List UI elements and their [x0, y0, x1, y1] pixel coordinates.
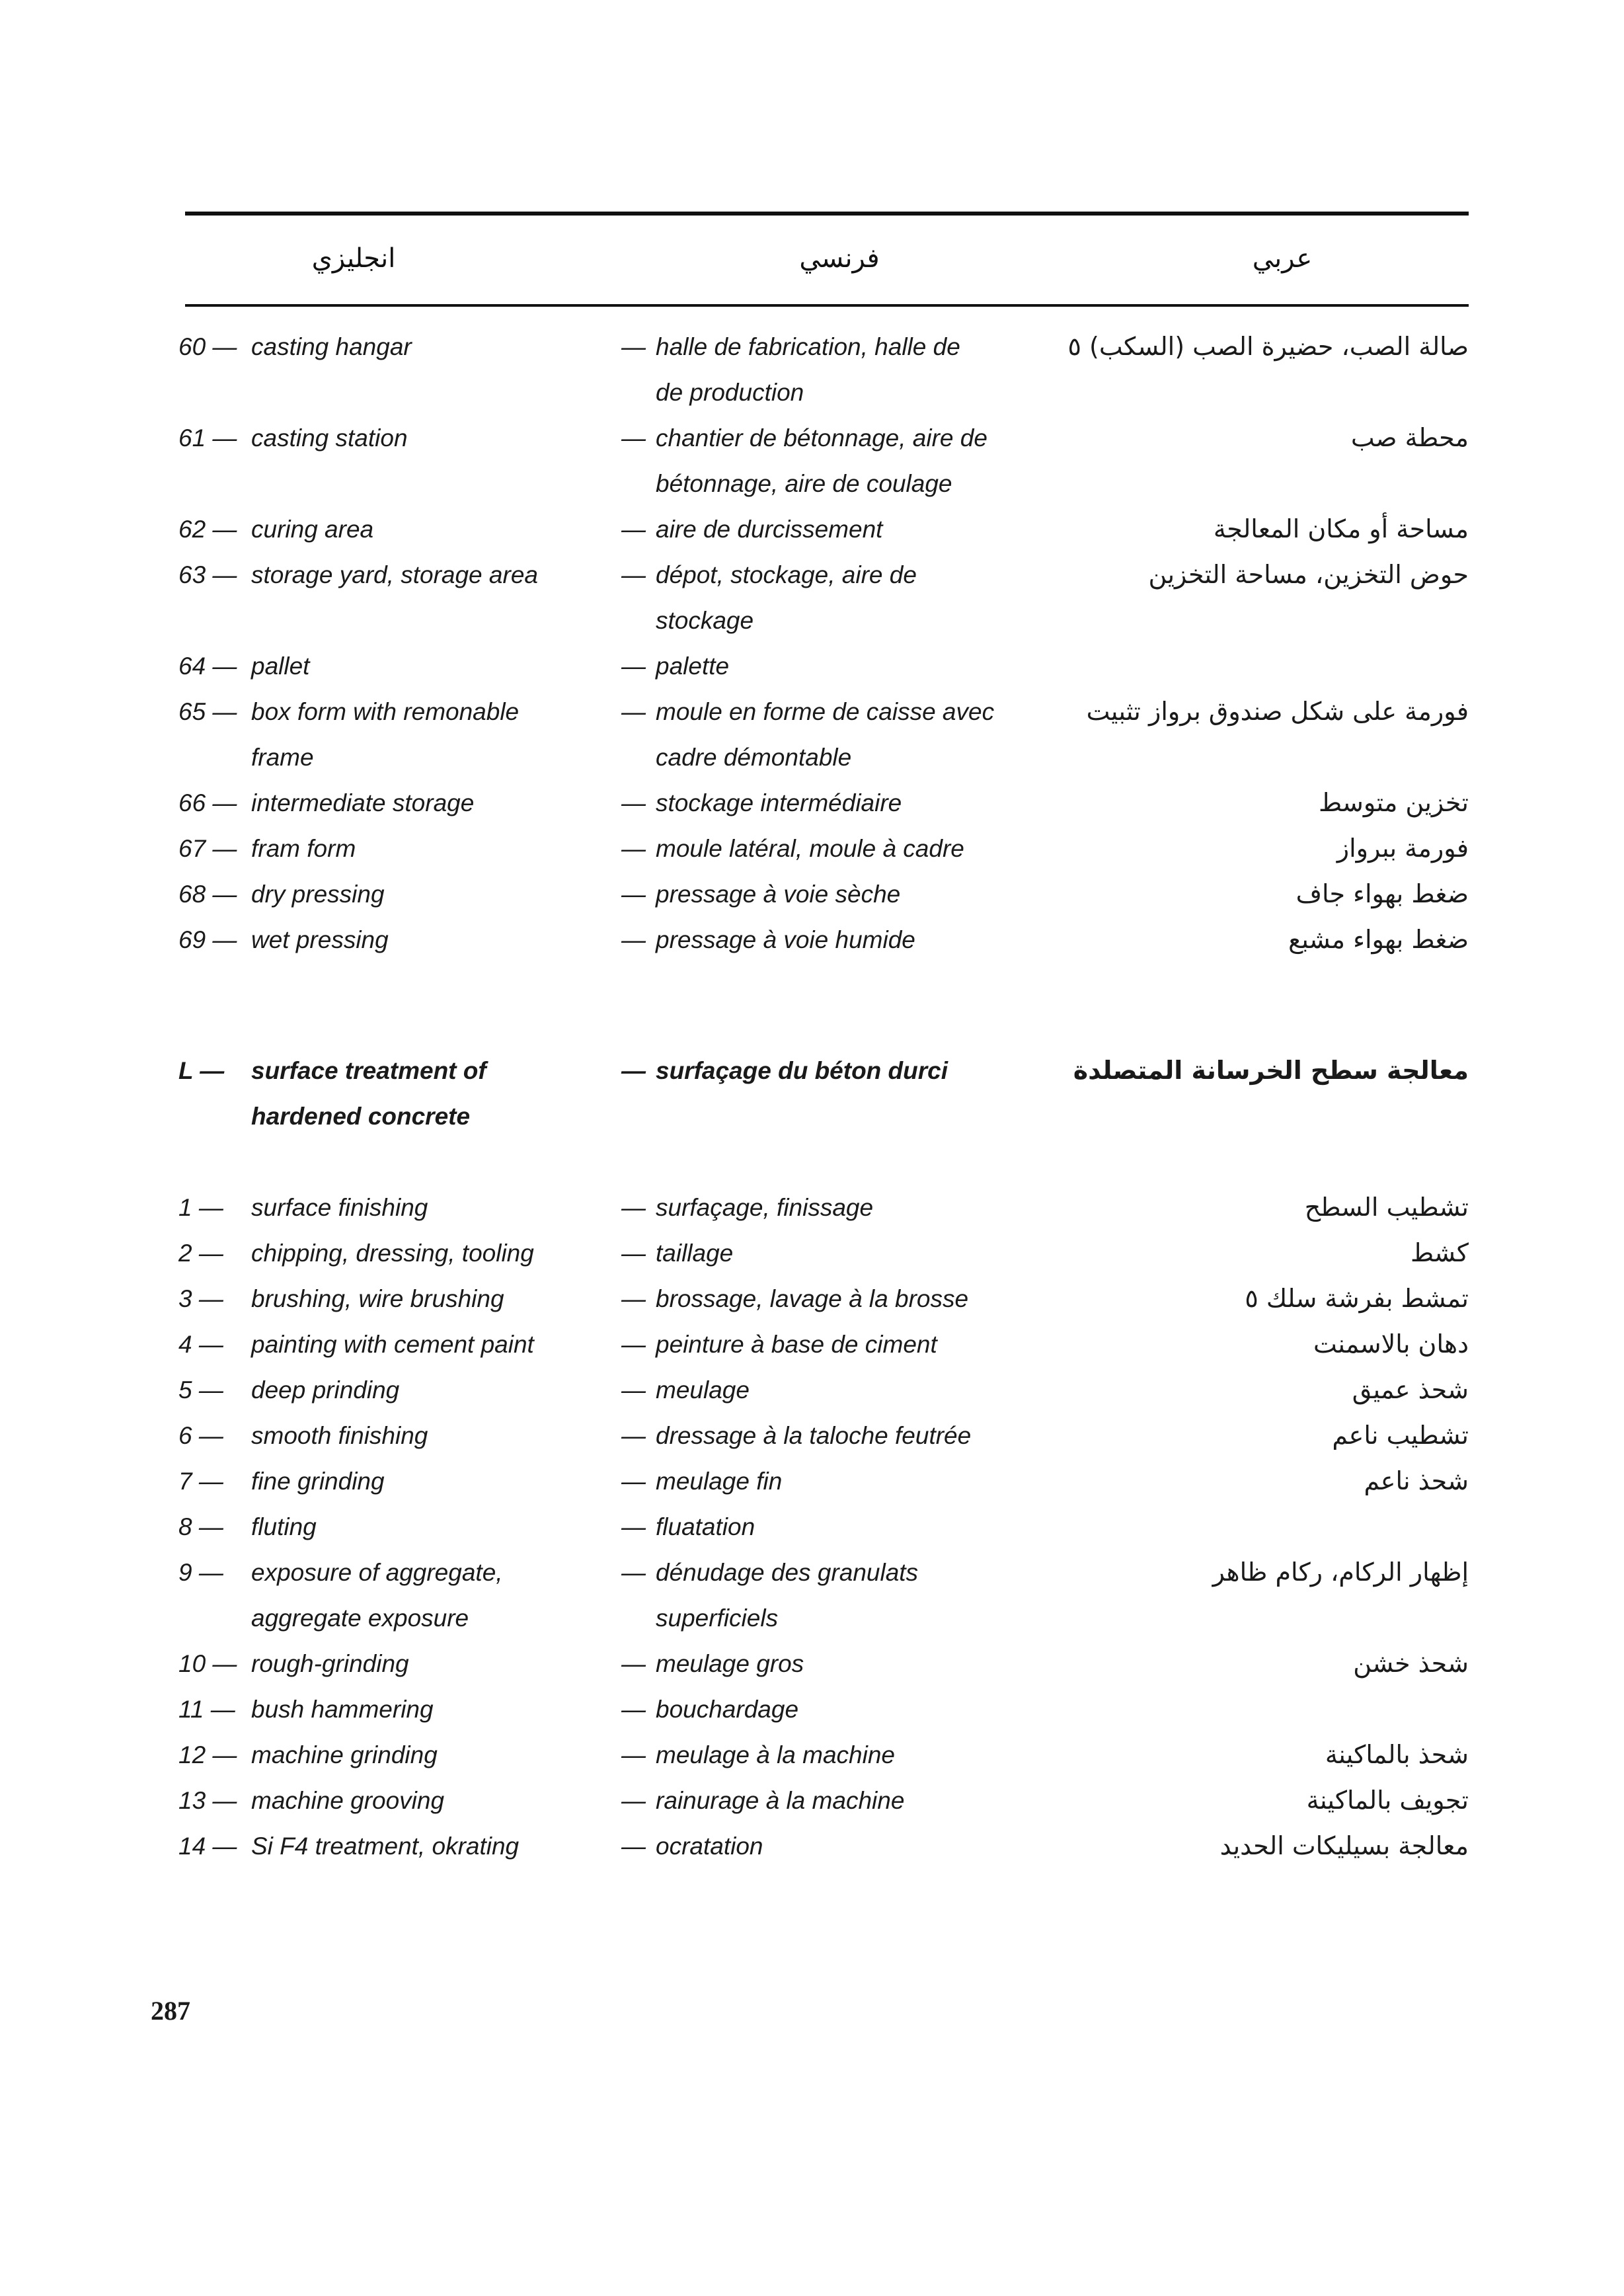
entry-french-text: peinture à base de ciment	[656, 1331, 937, 1358]
entry-french-text: pressage à voie humide	[656, 926, 915, 953]
entry-french-text: fluatation	[656, 1513, 755, 1540]
entry-english-text: pallet	[251, 653, 310, 680]
entry-english-text: curing area	[251, 516, 374, 543]
entry-french-text: bétonnage, aire de coulage	[656, 470, 952, 497]
entry-english-text: Si F4 treatment, okrating	[251, 1833, 520, 1860]
entry-arabic: ضغط بهواء مشبع	[1288, 925, 1469, 954]
entry-french-text: rainurage à la machine	[656, 1787, 905, 1814]
entry-dash: —	[621, 926, 646, 953]
entry-dash: —	[621, 424, 646, 452]
entry-dash: —	[621, 1787, 646, 1814]
entry-english-text: frame	[251, 744, 314, 771]
entry-number: 63 —	[178, 561, 237, 588]
entry-number: 5 —	[178, 1376, 223, 1404]
entry-arabic: حوض التخزين، مساحة التخزين	[1148, 560, 1469, 589]
entry-french	[621, 643, 1097, 689]
entry-dash: —	[621, 1559, 646, 1586]
entry-dash: —	[621, 333, 646, 360]
entry-english	[178, 1823, 615, 1869]
entry-dash: —	[621, 698, 646, 725]
entry-french-text: aire de durcissement	[656, 516, 883, 543]
entry-number: 11 —	[178, 1696, 235, 1723]
entry-dash: —	[621, 1285, 646, 1312]
entry-dash: —	[621, 1422, 646, 1449]
header-rule	[185, 304, 1469, 307]
entry-french-text: moule latéral, moule à cadre	[656, 835, 964, 862]
entry-english	[178, 415, 615, 461]
entry-french-text: de production	[656, 379, 804, 406]
entry-english-text: fluting	[251, 1513, 317, 1540]
entry-arabic: محطة صب	[1350, 423, 1469, 452]
entry-english	[178, 1504, 615, 1550]
entry-french	[621, 1185, 1097, 1230]
entry-french	[621, 1686, 1097, 1732]
entry-dash: —	[621, 653, 646, 680]
entry-french-text: ocratation	[656, 1833, 763, 1860]
entry-french	[621, 780, 1097, 826]
entry-number: 8 —	[178, 1513, 223, 1540]
entry-french	[621, 1550, 1097, 1641]
section-en-line-1: surface treatment of	[251, 1057, 486, 1084]
entry-dash: —	[621, 516, 646, 543]
entry-english	[178, 1550, 615, 1641]
entry-english	[178, 1276, 615, 1322]
entry-number: 3 —	[178, 1285, 223, 1312]
entry-english	[178, 552, 615, 598]
entry-french-text: surfaçage, finissage	[656, 1194, 874, 1221]
entry-dash: —	[621, 1833, 646, 1860]
entry-number: 66 —	[178, 789, 237, 816]
entry-dash: —	[621, 561, 646, 588]
entry-arabic: تمشط بفرشة سلك ٥	[1245, 1284, 1469, 1313]
entry-english-text: casting station	[251, 424, 408, 452]
entry-number: 60 —	[178, 333, 237, 360]
entry-english	[178, 1686, 615, 1732]
entry-arabic: صالة الصب، حضيرة الصب (السكب) ٥	[1067, 332, 1469, 361]
entry-arabic: شحذ خشن	[1353, 1649, 1469, 1678]
entry-english-text: rough-grinding	[251, 1650, 409, 1677]
entry-english	[178, 1732, 615, 1778]
section-arabic: معالجة سطح الخرسانة المتصلدة	[1073, 1056, 1469, 1085]
entry-number: 1 —	[178, 1194, 223, 1221]
entry-french	[621, 1276, 1097, 1322]
entry-french	[621, 415, 1097, 506]
entry-dash: —	[621, 1513, 646, 1540]
entry-number: 9 —	[178, 1559, 223, 1586]
top-rule	[185, 212, 1469, 216]
entry-number: 64 —	[178, 653, 237, 680]
entry-english-text: machine grinding	[251, 1741, 438, 1768]
entry-french-text: meulage gros	[656, 1650, 804, 1677]
entry-number: 2 —	[178, 1240, 223, 1267]
entry-english	[178, 1367, 615, 1413]
entry-french-text: taillage	[656, 1240, 734, 1267]
entry-arabic: تخزين متوسط	[1318, 788, 1469, 817]
entry-english-text: fine grinding	[251, 1468, 385, 1495]
entry-arabic: كشط	[1410, 1238, 1469, 1267]
entry-french	[621, 1778, 1097, 1823]
entry-english-text: surface finishing	[251, 1194, 428, 1221]
entry-french-text: bouchardage	[656, 1696, 799, 1723]
entry-dash: —	[621, 789, 646, 816]
entry-english-text: box form with remonable	[251, 698, 520, 725]
entry-number: 12 —	[178, 1741, 237, 1768]
entry-number: 6 —	[178, 1422, 223, 1449]
entry-english	[178, 1322, 615, 1367]
entry-french-text: dépot, stockage, aire de	[656, 561, 917, 588]
entry-french-text: superficiels	[656, 1604, 779, 1632]
section-english	[178, 1048, 615, 1139]
entry-french-text: meulage	[656, 1376, 750, 1404]
entry-number: 65 —	[178, 698, 237, 725]
entry-number: 4 —	[178, 1331, 223, 1358]
entry-dash: —	[621, 1240, 646, 1267]
entry-french	[621, 689, 1097, 780]
entry-arabic: فورمة ببرواز	[1336, 834, 1469, 863]
header-arabic: عربي	[1252, 243, 1313, 274]
entry-french	[621, 826, 1097, 871]
entry-french-text: stockage intermédiaire	[656, 789, 902, 816]
entry-french	[621, 1413, 1097, 1458]
entry-english	[178, 1230, 615, 1276]
entry-number: 61 —	[178, 424, 237, 452]
entry-english-text: storage yard, storage area	[251, 561, 538, 588]
entry-dash: —	[621, 1741, 646, 1768]
entry-english	[178, 324, 615, 370]
entry-french	[621, 1322, 1097, 1367]
entry-arabic: معالجة بسيليكات الحديد	[1219, 1831, 1469, 1860]
entry-number: 62 —	[178, 516, 237, 543]
entry-dash: —	[621, 1331, 646, 1358]
entry-english-text: casting hangar	[251, 333, 412, 360]
entry-french	[621, 1504, 1097, 1550]
entry-number: 68 —	[178, 881, 237, 908]
entry-french-text: dénudage des granulats	[656, 1559, 919, 1586]
entry-french-text: cadre démontable	[656, 744, 852, 771]
header-english: انجليزي	[311, 243, 396, 274]
entry-arabic: مساحة أو مكان المعالجة	[1213, 514, 1469, 543]
entry-number: 69 —	[178, 926, 237, 953]
entry-dash: —	[621, 881, 646, 908]
entry-arabic: شحذ ناعم	[1364, 1466, 1469, 1495]
entry-arabic: فورمة على شكل صندوق برواز تثبيت	[1086, 697, 1469, 726]
entry-french-text: chantier de bétonnage, aire de	[656, 424, 987, 452]
entry-english	[178, 826, 615, 871]
entry-french-text: stockage	[656, 607, 754, 634]
entry-arabic: دهان بالاسمنت	[1313, 1329, 1469, 1359]
entry-number: 10 —	[178, 1650, 237, 1677]
entry-english-text: chipping, dressing, tooling	[251, 1240, 534, 1267]
entry-french-text: palette	[656, 653, 730, 680]
entry-english	[178, 1185, 615, 1230]
entry-dash: —	[621, 1376, 646, 1404]
entry-arabic: تشطيب ناعم	[1332, 1421, 1469, 1450]
entry-english	[178, 1641, 615, 1686]
entry-english-text: exposure of aggregate,	[251, 1559, 503, 1586]
entry-french	[621, 917, 1097, 963]
entry-english-text: intermediate storage	[251, 789, 475, 816]
page-number: 287	[151, 1996, 190, 2026]
entry-french	[621, 552, 1097, 643]
entry-english-text: aggregate exposure	[251, 1604, 469, 1632]
entry-dash: —	[621, 1696, 646, 1723]
entry-english-text: bush hammering	[251, 1696, 434, 1723]
entry-french	[621, 1823, 1097, 1869]
entry-french	[621, 1458, 1097, 1504]
entry-dash: —	[621, 1650, 646, 1677]
entry-arabic: تشطيب السطح	[1304, 1193, 1469, 1222]
entry-english-text: brushing, wire brushing	[251, 1285, 504, 1312]
entry-english	[178, 689, 615, 780]
entry-number: 14 —	[178, 1833, 237, 1860]
entry-english	[178, 1458, 615, 1504]
entry-french-text: meulage fin	[656, 1468, 783, 1495]
entry-english-text: deep prinding	[251, 1376, 400, 1404]
entry-english	[178, 643, 615, 689]
entry-english	[178, 1778, 615, 1823]
section-french: — surfaçage du béton durci	[621, 1048, 1097, 1093]
entry-french-text: dressage à la taloche feutrée	[656, 1422, 972, 1449]
entry-english	[178, 871, 615, 917]
entry-arabic: شحذ عميق	[1352, 1375, 1469, 1404]
entry-number: 13 —	[178, 1787, 237, 1814]
section-en-line-2: hardened concrete	[251, 1103, 471, 1130]
entry-english	[178, 1413, 615, 1458]
entry-dash: —	[621, 1194, 646, 1221]
entry-french	[621, 1230, 1097, 1276]
section-number: L —	[178, 1057, 225, 1084]
entry-english	[178, 917, 615, 963]
entry-arabic: تجويف بالماكينة	[1306, 1786, 1469, 1815]
entry-arabic: إظهار الركام، ركام ظاهر	[1212, 1558, 1469, 1587]
entry-arabic: ضغط بهواء جاف	[1295, 879, 1469, 908]
section-fr-text: surfaçage du béton durci	[656, 1057, 948, 1084]
entry-english-text: machine grooving	[251, 1787, 445, 1814]
entry-english-text: painting with cement paint	[251, 1331, 534, 1358]
entry-english-text: smooth finishing	[251, 1422, 428, 1449]
entry-number: 67 —	[178, 835, 237, 862]
entry-french-text: meulage à la machine	[656, 1741, 895, 1768]
entry-french	[621, 1732, 1097, 1778]
entry-french-text: moule en forme de caisse avec	[656, 698, 995, 725]
entry-french-text: brossage, lavage à la brosse	[656, 1285, 969, 1312]
entry-english-text: wet pressing	[251, 926, 389, 953]
entry-dash: —	[621, 835, 646, 862]
entry-french	[621, 1367, 1097, 1413]
entry-french-text: pressage à voie sèche	[656, 881, 901, 908]
header-french: فرنسي	[799, 243, 880, 274]
entry-english	[178, 780, 615, 826]
entry-dash: —	[621, 1468, 646, 1495]
entry-english-text: fram form	[251, 835, 356, 862]
entry-french-text: halle de fabrication, halle de	[656, 333, 960, 360]
entry-arabic: شحذ بالماكينة	[1325, 1740, 1469, 1769]
entry-french	[621, 1641, 1097, 1686]
entry-french	[621, 506, 1097, 552]
entry-english	[178, 506, 615, 552]
entry-french	[621, 871, 1097, 917]
entry-english-text: dry pressing	[251, 881, 385, 908]
entry-number: 7 —	[178, 1468, 223, 1495]
entry-french	[621, 324, 1097, 415]
